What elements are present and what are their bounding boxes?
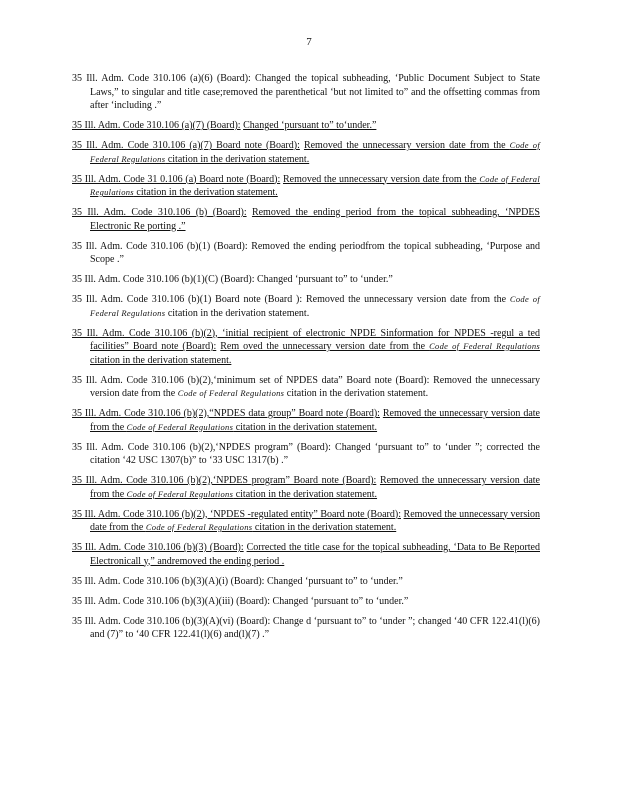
entry-citation: 35 Ill. Adm. Code 310.106 (b)(3) (Board):: [72, 542, 244, 553]
entry-citation: 35 Ill. Adm. Code 310.106 (b)(3)(A)(vi) (Board):: [72, 615, 271, 627]
cfr-citation: Code of Federal Regulations: [145, 522, 253, 532]
entry-text: Changed ‘pursuant to” to ‘under.”: [256, 274, 393, 285]
entry-text: Changed the topical subheading, ‘Public Document Subject to State Laws,” to singular and title case;removed the parenthetical ‘but not limited to” and the offsetting commas from after ‘including .”: [90, 73, 540, 111]
entry-description: [267, 576, 403, 587]
entry-citation: 35 Ill. Adm. Code 310.106 (b) (Board):: [72, 207, 247, 218]
amendment-entry: [72, 474, 540, 501]
entry-citation: 35 Ill. Adm. Code 310.106 (b)(2), ‘initial recipient of electronic NPDE Sinformation for NPDES -regul a ted facilities” Board note (Board):: [72, 327, 540, 352]
amendment-entry: [72, 273, 540, 287]
cfr-citation: Code of Federal Regulations: [126, 488, 234, 499]
entry-text: Rem oved the unnecessary version date from the: [220, 341, 430, 352]
entry-text: Change d ‘pursuant to” to ‘under ”; changed ‘40 CFR 122.41(l)(6) and (7)” to ‘40 CFR 122.41(l)(6) and(l)(7) .”: [90, 615, 541, 640]
entry-text-end: citation in the derivation statement.: [284, 388, 429, 399]
amendment-entry: [72, 173, 540, 200]
entry-text: Removed the ending periodfrom the topical subheading, ‘Purpose and Scope .”: [90, 240, 541, 265]
entry-citation: 35 Ill. Adm. Code 310.106 (a)(6) (Board):: [72, 73, 251, 84]
page-number: 7: [306, 36, 312, 48]
entry-text: Removed the unnecessary version date from the: [282, 173, 480, 185]
entry-text: Changed ‘pursuant to” to ‘under ”; corrected the citation ‘42 USC 1307(b)” to ‘33 USC 1317(b) .”: [90, 441, 540, 466]
entry-text: Changed ‘pursuant to” to‘under.”: [243, 120, 377, 131]
entry-citation: 35 Ill. Adm. Code 310.106 (b)(3)(A)(i) (Board):: [72, 575, 265, 587]
entry-citation: 35 Ill. Adm. Code 310.106 (b)(1)(C) (Board):: [72, 274, 255, 285]
entry-text-end: citation in the derivation statement.: [133, 187, 278, 198]
entry-citation: 35 Ill. Adm. Code 310.106 (b)(2),‘NPDES program” (Board):: [72, 441, 331, 453]
entry-text: Removed the unnecessary version date from the: [90, 374, 540, 399]
entry-text: Removed the unnecessary version date from the: [90, 475, 540, 500]
cfr-citation: Code of Federal Regulations: [126, 421, 234, 432]
entry-text-end: citation in the derivation statement.: [165, 153, 310, 165]
amendment-entry: [72, 72, 540, 113]
entry-text: Removed the unnecessary version date from the: [90, 408, 540, 433]
entry-citation: 35 Ill. Adm. Code 310.106 (b)(1) Board note (Board ):: [72, 294, 303, 305]
entry-text-end: citation in the derivation statement.: [90, 354, 232, 366]
entry-citation: 35 Ill. Adm. Code 310.106 (b)(2),‘NPDES program” Board note (Board):: [72, 475, 377, 486]
amendment-entry: [72, 119, 540, 133]
entry-citation: 35 Ill. Adm. Code 310.106 (b)(2),‘minimum set of NPDES data” Board note (Board):: [72, 374, 430, 386]
entry-text: Removed the unnecessary version date from the: [306, 294, 510, 305]
entry-citation: 35 Ill. Adm. Code 310.106 (a)(7) (Board):: [72, 120, 241, 131]
amendment-entry: [72, 575, 540, 589]
amendment-entry: [72, 327, 540, 368]
entry-text-end: citation in the derivation statement.: [233, 421, 378, 433]
cfr-citation: Code of Federal Regulations: [90, 173, 541, 197]
cfr-citation: Code of Federal Regulations: [90, 294, 541, 318]
amendment-entry: [72, 615, 540, 642]
entry-text: Removed the unnecessary version date from the: [90, 508, 540, 533]
amendment-entry: [72, 293, 540, 320]
entry-text-end: citation in the derivation statement.: [233, 488, 378, 500]
entry-text: Removed the ending period from the topical subheading, ‘NPDES Electronic Re porting .”: [90, 207, 540, 232]
amendment-list: [72, 72, 540, 648]
amendment-entry: [72, 139, 540, 166]
amendment-entry: [72, 541, 540, 568]
entry-citation: 35 Ill. Adm. Code 31 0.106 (a) Board note (Board):: [72, 173, 281, 185]
entry-citation: 35 Ill. Adm. Code 310.106 (b)(2),“NPDES data group” Board note (Board):: [72, 408, 380, 419]
amendment-entry: [72, 240, 540, 267]
amendment-entry: [72, 407, 540, 434]
entry-citation: 35 Ill. Adm. Code 310.106 (b)(1) (Board):: [72, 240, 248, 252]
entry-text-end: citation in the derivation statement.: [252, 522, 397, 533]
entry-text: Changed ‘pursuant to” to ‘under.”: [272, 595, 409, 607]
entry-citation: 35 Ill. Adm. Code 310.106 (a)(7) Board note (Board):: [72, 140, 300, 151]
entry-text: Removed the unnecessary version date from the: [303, 140, 510, 151]
cfr-citation: Code of Federal Regulations: [429, 341, 540, 351]
amendment-entry: [72, 441, 540, 468]
entry-description: [243, 120, 376, 131]
amendment-entry: [72, 595, 540, 609]
entry-text-end: citation in the derivation statement.: [165, 307, 310, 319]
amendment-entry: [72, 374, 540, 401]
entry-text: Corrected the title case for the topical subheading, ‘Data to Be Reported Electronicall y,” andremoved the ending period .: [90, 542, 540, 567]
cfr-citation: Code of Federal Regulations: [177, 388, 285, 398]
entry-description: [257, 274, 393, 285]
entry-text: Changed ‘pursuant to” to ‘under.”: [266, 575, 403, 587]
entry-citation: 35 Ill. Adm. Code 310.106 (b)(2), ‘NPDES -regulated entity” Board note (Board):: [72, 508, 401, 520]
entry-description: [273, 596, 409, 607]
cfr-citation: Code of Federal Regulations: [90, 140, 540, 164]
amendment-entry: [72, 206, 540, 233]
amendment-entry: [72, 508, 540, 535]
entry-citation: 35 Ill. Adm. Code 310.106 (b)(3)(A)(iii) (Board):: [72, 595, 271, 607]
